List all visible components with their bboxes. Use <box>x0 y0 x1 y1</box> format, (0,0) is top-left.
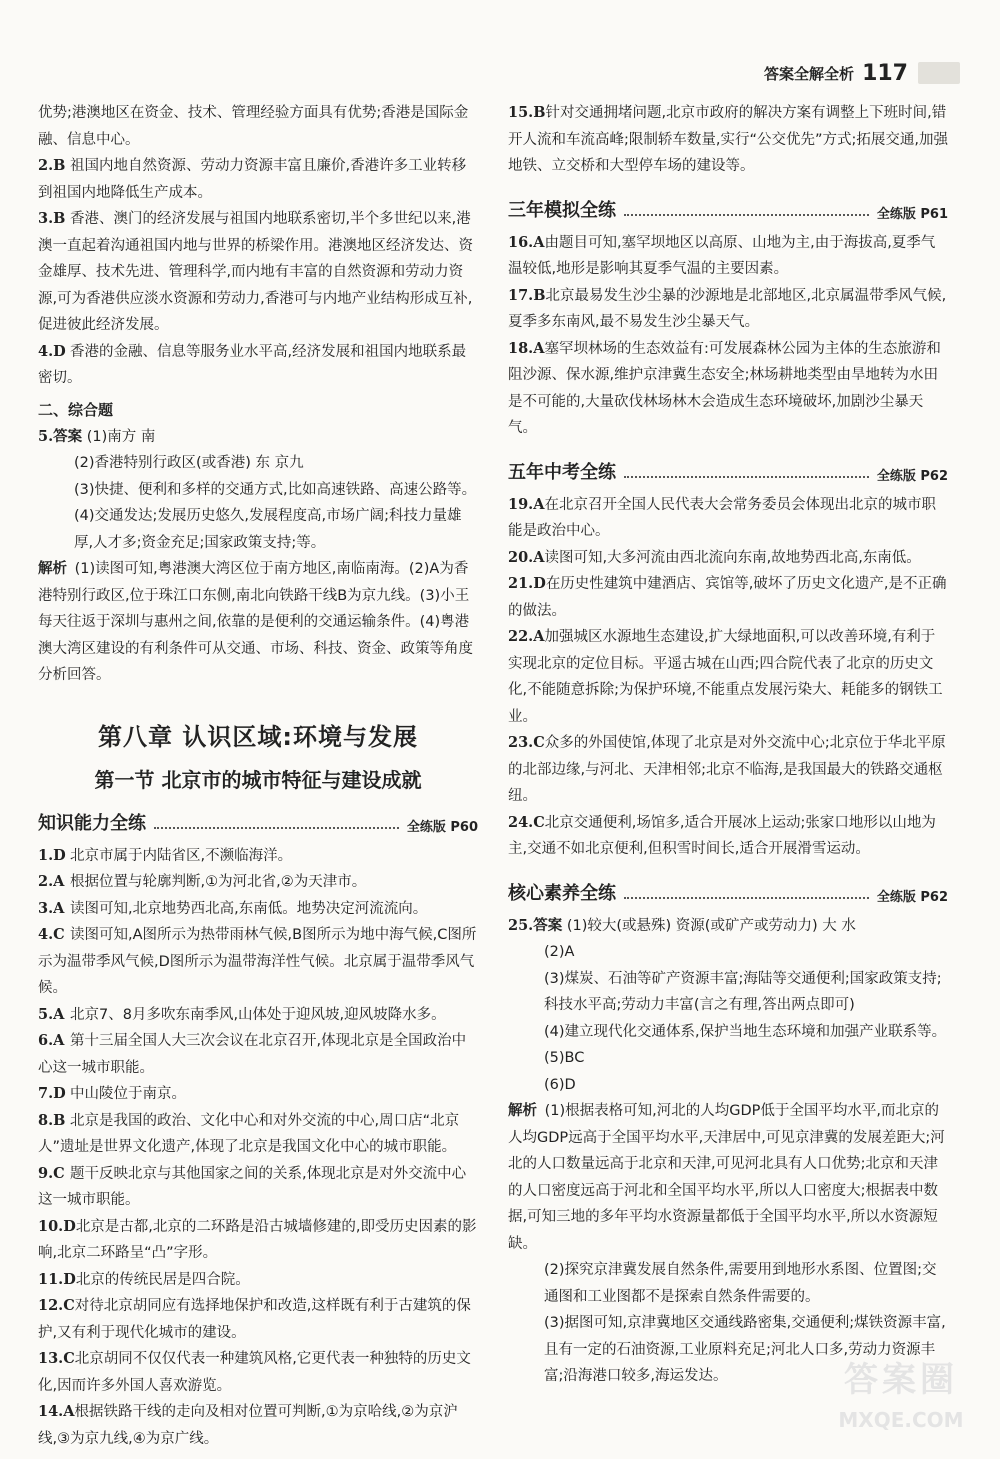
answer-list <box>508 492 948 863</box>
question-number: 13.C <box>38 1350 75 1367</box>
answer-entry <box>38 1108 478 1161</box>
practice-heading <box>508 456 948 484</box>
answer-list <box>38 100 478 392</box>
question-number: 11.D <box>38 1270 76 1288</box>
question-number: 1.D <box>38 846 66 864</box>
answer-text: 中山陵位于南京。 <box>70 1086 186 1102</box>
chapter-title: 第八章 认识区域:环境与发展 <box>98 722 418 751</box>
answer-entry <box>38 206 478 339</box>
answer-line: (6)D <box>544 1076 576 1093</box>
answer-entry <box>38 1081 478 1108</box>
question-number: 2.B <box>38 157 66 174</box>
answer-entry <box>508 730 948 810</box>
answer-entry <box>508 571 948 624</box>
section-heading: 二、综合题 <box>38 400 114 419</box>
answer-entry <box>38 424 478 451</box>
answer-line: (1)南方 南 <box>86 428 156 445</box>
question-number: 19.A <box>508 495 545 513</box>
question-number: 8.B <box>38 1111 66 1129</box>
answer-text: 北京交通便利,场馆多,适合开展冰上运动;张家口地形以山地为主,交通不如北京便利,但积雪时间长,适合开展滑雪运动。 <box>508 814 936 857</box>
answer-text: 题干反映北京与其他国家之间的关系,体现北京是对外交流中心这一城市职能。 <box>38 1165 467 1208</box>
question-number: 14.A <box>38 1403 75 1420</box>
answer-text: 在历史性建筑中建酒店、宾馆等,破坏了历史文化遗产,是不正确的做法。 <box>508 576 947 619</box>
answer-text: 塞罕坝林场的生态效益有:可发展森林公园为主体的生态旅游和阻沙源、保水源,维护京津冀生态安全;林场耕地类型由旱地转为水田是不可能的,大量砍伐林场林木会造成生态环境破坏,加剧沙尘暴天气。 <box>508 340 941 436</box>
answer-entry <box>38 339 478 392</box>
answer-text: 针对交通拥堵问题,北京市政府的解决方案有调整上下班时间,错开人流和车流高峰;限制轿车数量,实行“公交优先”方式;拓展交通,加强地铁、立交桥和大型停车场的建设等。 <box>508 105 949 174</box>
answer-entry <box>38 869 478 896</box>
analysis-block <box>508 1098 948 1257</box>
answer-entry <box>38 1002 478 1029</box>
answer-text: 优势;港澳地区在资金、技术、管理经验方面具有优势;香港是国际金融、信息中心。 <box>38 105 469 148</box>
dotted-leader <box>624 476 869 478</box>
answer-entry <box>508 810 948 863</box>
answer-entry <box>38 1293 478 1346</box>
header-title: 答案全解全析 <box>764 64 855 83</box>
practice-title: 知识能力全练 <box>38 812 146 834</box>
answer-entry <box>38 1399 478 1452</box>
watermark-site: MXQE.COM <box>838 1408 964 1432</box>
answer-text: 北京胡同不仅仅代表一种建筑风格,它更代表一种独特的历史文化,因而许多外国人喜欢游览。 <box>38 1351 471 1394</box>
page-tab-marker <box>918 62 960 84</box>
answer-entry <box>508 336 948 442</box>
answer-text: 根据铁路干线的走向及相对位置可判断,①为京哈线,②为京沪线,③为京九线,④为京广线。 <box>38 1404 458 1447</box>
question-number: 9.C <box>38 1164 65 1182</box>
dotted-leader <box>624 214 869 216</box>
question-number: 20.A <box>508 548 545 566</box>
answer-text: 北京最易发生沙尘暴的沙源地是北部地区,北京属温带季风气候,夏季多东南风,最不易发生沙尘暴天气。 <box>508 287 947 330</box>
answer-line: (2)香港特别行政区(或香港) 东 京九 <box>74 455 304 471</box>
practice-ref: 全练版 P60 <box>406 819 478 835</box>
question-number: 18.A <box>508 339 545 357</box>
analysis-text: (1)读图可知,粤港澳大湾区位于南方地区,南临南海。(2)A为香港特别行政区,位于珠江口东侧,南北向铁路干线B为京九线。(3)小王每天往返于深圳与惠州之间,依靠的是便利的交通运输条件。(4)粤港澳大湾区建设的有利条件可从交通、市场、科技、资金、政策等角度分析回答。 <box>38 561 473 683</box>
answer-text: 在北京召开全国人民代表大会常务委员会体现出北京的城市职能是政治中心。 <box>508 496 936 539</box>
answer-text: 读图可知,北京地势西北高,东南低。地势决定河流流向。 <box>70 900 428 917</box>
question-number: 16.A <box>508 233 545 251</box>
answer-text: 香港的金融、信息等服务业水平高,经济发展和祖国内地联系最密切。 <box>38 343 467 386</box>
analysis-text: (1)根据表格可知,河北的人均GDP低于全国平均水平,而北京的人均GDP远高于全国平均水平,天津居中,可见京津冀的发展差距大;河北的人口数量远高于北京和天津,可见河北具有人口优势;北京和天津的人口密度远高于河北和全国平均水平,所以人口密度大;根据表中数据,可知三地的多年平均水资源量都低于全国平均水平,所以水资源短缺。 <box>508 1103 945 1252</box>
answer-entry <box>508 624 948 730</box>
page-number: 117 <box>862 60 908 86</box>
question-number: 5.A <box>38 1005 65 1023</box>
answer-entry <box>508 100 948 180</box>
question-number: 22.A <box>508 628 545 645</box>
answer-list <box>508 100 948 180</box>
answer-text: 北京是古都,北京的二环路是沿古城墙修建的,即受历史因素的影响,北京二环路呈“凸”字形。 <box>38 1218 477 1261</box>
question-number: 23.C <box>508 734 545 751</box>
answer-line: (4)交通发达;发展历史悠久,发展程度高,市场广阔;科技力量雄厚,人才多;资金充足;国家政策支持;等。 <box>74 508 462 551</box>
left-column <box>38 100 478 1452</box>
question-number: 2.A <box>38 873 65 890</box>
answer-text: 根据位置与轮廓判断,①为河北省,②为天津市。 <box>70 874 367 890</box>
practice-ref: 全练版 P61 <box>876 206 948 222</box>
question-number: 10.D <box>38 1217 76 1235</box>
answer-list <box>38 843 478 1453</box>
answer-line: (2)A <box>544 944 575 960</box>
answer-entry <box>508 545 948 572</box>
site-watermark <box>826 1355 976 1445</box>
analysis-text: (2)探究京津冀发展自然条件,需要用到地形水系图、位置图;交通图和工业图都不是探索自然条件需要的。 <box>544 1262 937 1305</box>
answer-entry <box>38 896 478 923</box>
analysis-block <box>38 556 478 689</box>
question-number: 24.C <box>508 813 545 831</box>
answer-text: 香港、澳门的经济发展与祖国内地联系密切,半个多世纪以来,港澳一直起着沟通祖国内地与世界的桥梁作用。港澳地区经济发达、资金雄厚、技术先进、管理科学,而内地有丰富的自然资源和劳动力资源,可为香港供应淡水资源和劳动力,香港可与内地产业结构形成互补,促进彼此经济发展。 <box>38 211 473 333</box>
practice-ref: 全练版 P62 <box>876 889 948 905</box>
answer-text: 北京市属于内陆省区,不濒临海洋。 <box>70 847 293 864</box>
question-number: 3.A <box>38 899 65 917</box>
answer-line: (3)快捷、便利和多样的交通方式,比如高速铁路、高速公路等。 <box>74 481 477 498</box>
answer-text: 加强城区水源地生态建设,扩大绿地面积,可以改善环境,有利于实现北京的定位目标。平遥古城在山西;四合院代表了北京的历史文化,不能随意拆除;为保护环境,不能重点发展污染大、耗能多的钢铁工业。 <box>508 629 943 725</box>
answer-entry <box>38 100 478 153</box>
answer-text: 众多的外国使馆,体现了北京是对外交流中心;北京位于华北平原的北部边缘,与河北、天津相邻;北京不临海,是我国最大的铁路交通枢纽。 <box>508 735 946 804</box>
answer-text: 北京是我国的政治、文化中心和对外交流的中心,周口店“北京人”遗址是世界文化遗产,体现了北京是我国文化中心的城市职能。 <box>38 1112 460 1155</box>
answer-line: (4)建立现代化交通体系,保护当地生态环境和加强产业联系等。 <box>544 1023 947 1040</box>
question-number: 25.答案 <box>508 916 563 934</box>
page-header <box>764 58 960 88</box>
analysis-label: 解析 <box>38 560 67 577</box>
answer-text: 由题目可知,塞罕坝地区以高原、山地为主,由于海拔高,夏季气温较低,地形是影响其夏季气温的主要因素。 <box>508 234 936 277</box>
analysis-text: (3)据图可知,京津冀地区交通线路密集,交通便利;煤铁资源丰富,且有一定的石油资源,工业原料充足;河北人口多,劳动力资源丰富;沿海港口较多,海运发达。 <box>544 1315 946 1384</box>
answer-entry <box>38 922 478 1002</box>
practice-heading <box>38 807 478 835</box>
question-number: 3.B <box>38 210 66 227</box>
question-number: 17.B <box>508 286 546 304</box>
answer-entry <box>508 913 948 940</box>
question-number: 15.B <box>508 104 546 121</box>
answer-text: 北京的传统民居是四合院。 <box>75 1271 250 1288</box>
answer-line: (1)较大(或悬殊) 资源(或矿产或劳动力) 大 水 <box>566 917 856 934</box>
section-title: 第一节 北京市的城市特征与建设成就 <box>94 767 422 792</box>
answer-text: 读图可知,大多河流由西北流向东南,故地势西北高,东南低。 <box>544 549 921 566</box>
answer-text: 读图可知,A图所示为热带雨林气候,B图所示为地中海气候,C图所示为温带季风气候,D图所示为温带海洋性气候。北京属于温带季风气候。 <box>38 927 477 996</box>
practice-title: 三年模拟全练 <box>508 199 616 221</box>
answer-entry <box>508 283 948 336</box>
answer-entry <box>508 492 948 545</box>
answer-entry <box>38 1028 478 1081</box>
question-number: 7.D <box>38 1085 66 1102</box>
answer-text: 第十三届全国人大三次会议在北京召开,体现北京是全国政治中心这一城市职能。 <box>38 1033 467 1076</box>
answer-text: 北京7、8月多吹东南季风,山体处于迎风坡,迎风坡降水多。 <box>70 1006 446 1023</box>
answer-text: 祖国内地自然资源、劳动力资源丰富且廉价,香港许多工业转移到祖国内地降低生产成本。 <box>38 158 467 201</box>
answer-entry <box>38 1267 478 1294</box>
practice-title: 五年中考全练 <box>508 461 616 483</box>
watermark-logo: 答案圈 <box>844 1360 958 1400</box>
question-number: 4.D <box>38 342 66 360</box>
question-number: 4.C <box>38 926 65 943</box>
answer-line: (3)煤炭、石油等矿产资源丰富;海陆等交通便利;国家政策支持;科技水平高;劳动力丰富(言之有理,答出两点即可) <box>544 970 942 1013</box>
practice-heading <box>508 877 948 905</box>
right-column <box>508 100 948 1390</box>
dotted-leader <box>624 897 869 899</box>
answer-list <box>508 230 948 442</box>
answer-entry <box>38 153 478 206</box>
question-number: 6.A <box>38 1032 65 1049</box>
practice-heading <box>508 194 948 222</box>
question-number: 12.C <box>38 1297 75 1314</box>
answer-line: (5)BC <box>544 1050 585 1066</box>
answer-entry <box>38 1214 478 1267</box>
answer-entry <box>508 230 948 283</box>
answer-entry <box>38 1161 478 1214</box>
answer-entry <box>38 843 478 870</box>
analysis-label: 解析 <box>508 1102 537 1119</box>
question-number: 21.D <box>508 575 546 592</box>
answer-entry <box>38 1346 478 1399</box>
answer-text: 对待北京胡同应有选择地保护和改造,这样既有利于古建筑的保护,又有利于现代化城市的建设。 <box>38 1298 471 1341</box>
practice-ref: 全练版 P62 <box>876 468 948 484</box>
practice-title: 核心素养全练 <box>508 882 616 904</box>
dotted-leader <box>154 827 399 829</box>
question-number: 5.答案 <box>38 427 83 445</box>
